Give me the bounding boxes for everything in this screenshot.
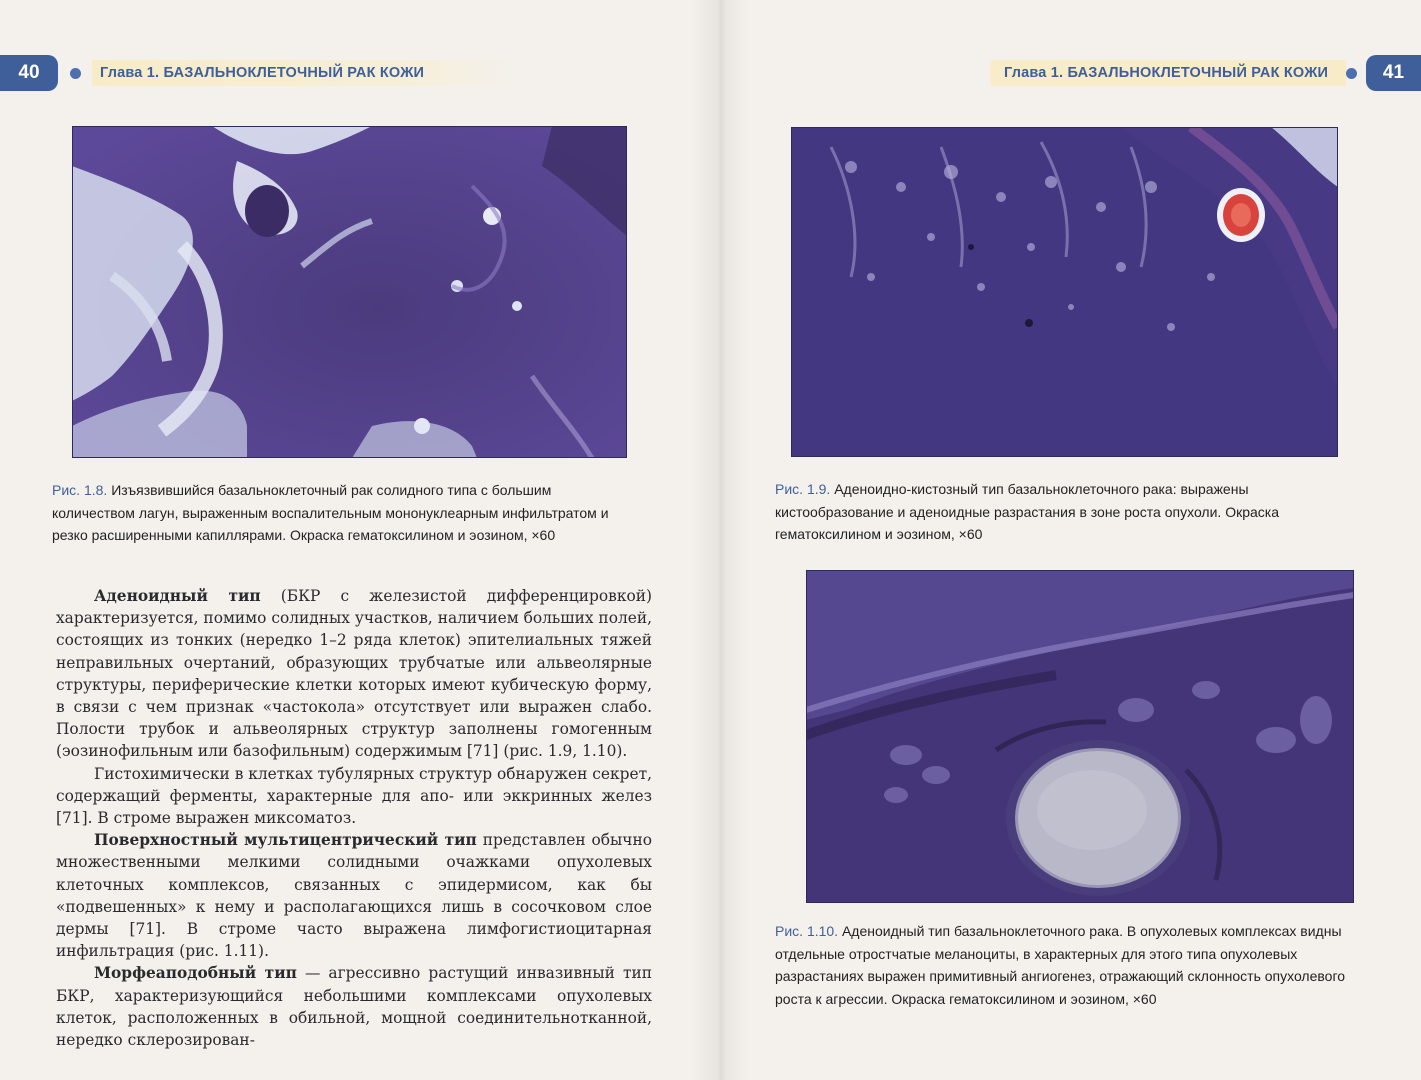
paragraph-superficial-text: представлен обычно множественными мелкими солидными очажками опухолевых клеточных комплексов, связанных с эпидермисом, как бы «подвешенных» к нему и располагающихся лишь в сосочковом слое дермы [71]. В строме часто выражена лимфогистиоцитарная инфильтрация (рис. 1.11). [56, 831, 653, 961]
term-superficial-type: Поверхностный мультицентрический тип [94, 831, 477, 850]
paragraph-adenoid-text: (БКР с железистой дифференцировкой) характеризуется, помимо солидных участков, наличием больших полей, состоящих из тонких (нередко 1–2 ряда клеток) эпителиальных тяжей неправильных очертаний, образующих трубчатые или альвеолярные структуры, периферические клетки которых имеют кубическую форму, в связи с чем признак «частокола» отсутствует или выражен слабо. Полости трубок и альвеолярных структур заполнены гомогенным (эозинофильным или базофильным) содержимым [71] (рис. 1.9, 1.10). [56, 587, 652, 761]
paragraph-adenoid [56, 585, 652, 763]
figure-1-8-caption [52, 479, 628, 547]
figure-1-10-label: Рис. 1.10. [775, 923, 839, 939]
figure-1-9-micrograph [791, 127, 1338, 457]
header-bullet-left [70, 68, 81, 79]
figure-1-10-caption [775, 920, 1371, 1010]
paragraph-morphea [56, 962, 652, 1051]
figure-1-9-caption-text: Аденоидно-кистозный тип базальноклеточного рака: выражены кистообразование и аденоидные разрастания в зоне роста опухоли. Окраска гематоксилином и эозином, ×60 [775, 481, 1279, 542]
book-gutter-shadow [690, 0, 750, 1080]
page-number-left: 40 [0, 55, 58, 91]
figure-1-8-micrograph [72, 126, 627, 458]
body-text-column [56, 585, 652, 1051]
chapter-heading-right [990, 60, 1346, 86]
paragraph-superficial [56, 829, 652, 962]
figure-1-8-label: Рис. 1.8. [52, 482, 108, 498]
header-bullet-right [1346, 68, 1357, 79]
figure-1-8-caption-text: Изъязвившийся базальноклеточный рак солидного типа с большим количеством лагун, выраженным воспалительным мононуклеарным инфильтратом и резко расширенными капиллярами. Окраска гематоксилином и эозином, ×60 [52, 482, 609, 543]
paragraph-morphea-text: — агрессивно растущий инвазивный тип БКР, характеризующийся небольшими комплексами опухолевых клеток, расположенных в обильной, мощной соединительнотканной, нередко склерозирован- [56, 964, 652, 1050]
page-number-right: 41 [1366, 55, 1421, 91]
figure-1-9-caption [775, 478, 1350, 546]
chapter-heading-left [92, 60, 520, 86]
chapter-title-left: Глава 1. БАЗАЛЬНОКЛЕТОЧНЫЙ РАК КОЖИ [100, 65, 425, 81]
figure-1-10-micrograph [806, 570, 1354, 903]
term-adenoid-type: Аденоидный тип [94, 587, 261, 605]
paragraph-histochemistry [56, 763, 652, 830]
term-morphea-type: Морфеаподобный тип [94, 964, 297, 983]
paragraph-histochemistry-text: Гистохимически в клетках тубулярных структур обнаружен секрет, содержащий ферменты, характерные для апо- или эккринных желез [71]. В строме выражен миксоматоз. [56, 764, 652, 828]
figure-1-9-label: Рис. 1.9. [775, 481, 831, 497]
figure-1-10-caption-text: Аденоидный тип базальноклеточного рака. В опухолевых комплексах видны отдельные отростчатые меланоциты, в характерных для этого типа опухолевых разрастаниях выражен примитивный ангиогенез, отражающий склонность опухолевого роста к агрессии. Окраска гематоксилином и эозином, ×60 [775, 923, 1346, 1007]
chapter-title-right: Глава 1. БАЗАЛЬНОКЛЕТОЧНЫЙ РАК КОЖИ [1004, 65, 1329, 81]
